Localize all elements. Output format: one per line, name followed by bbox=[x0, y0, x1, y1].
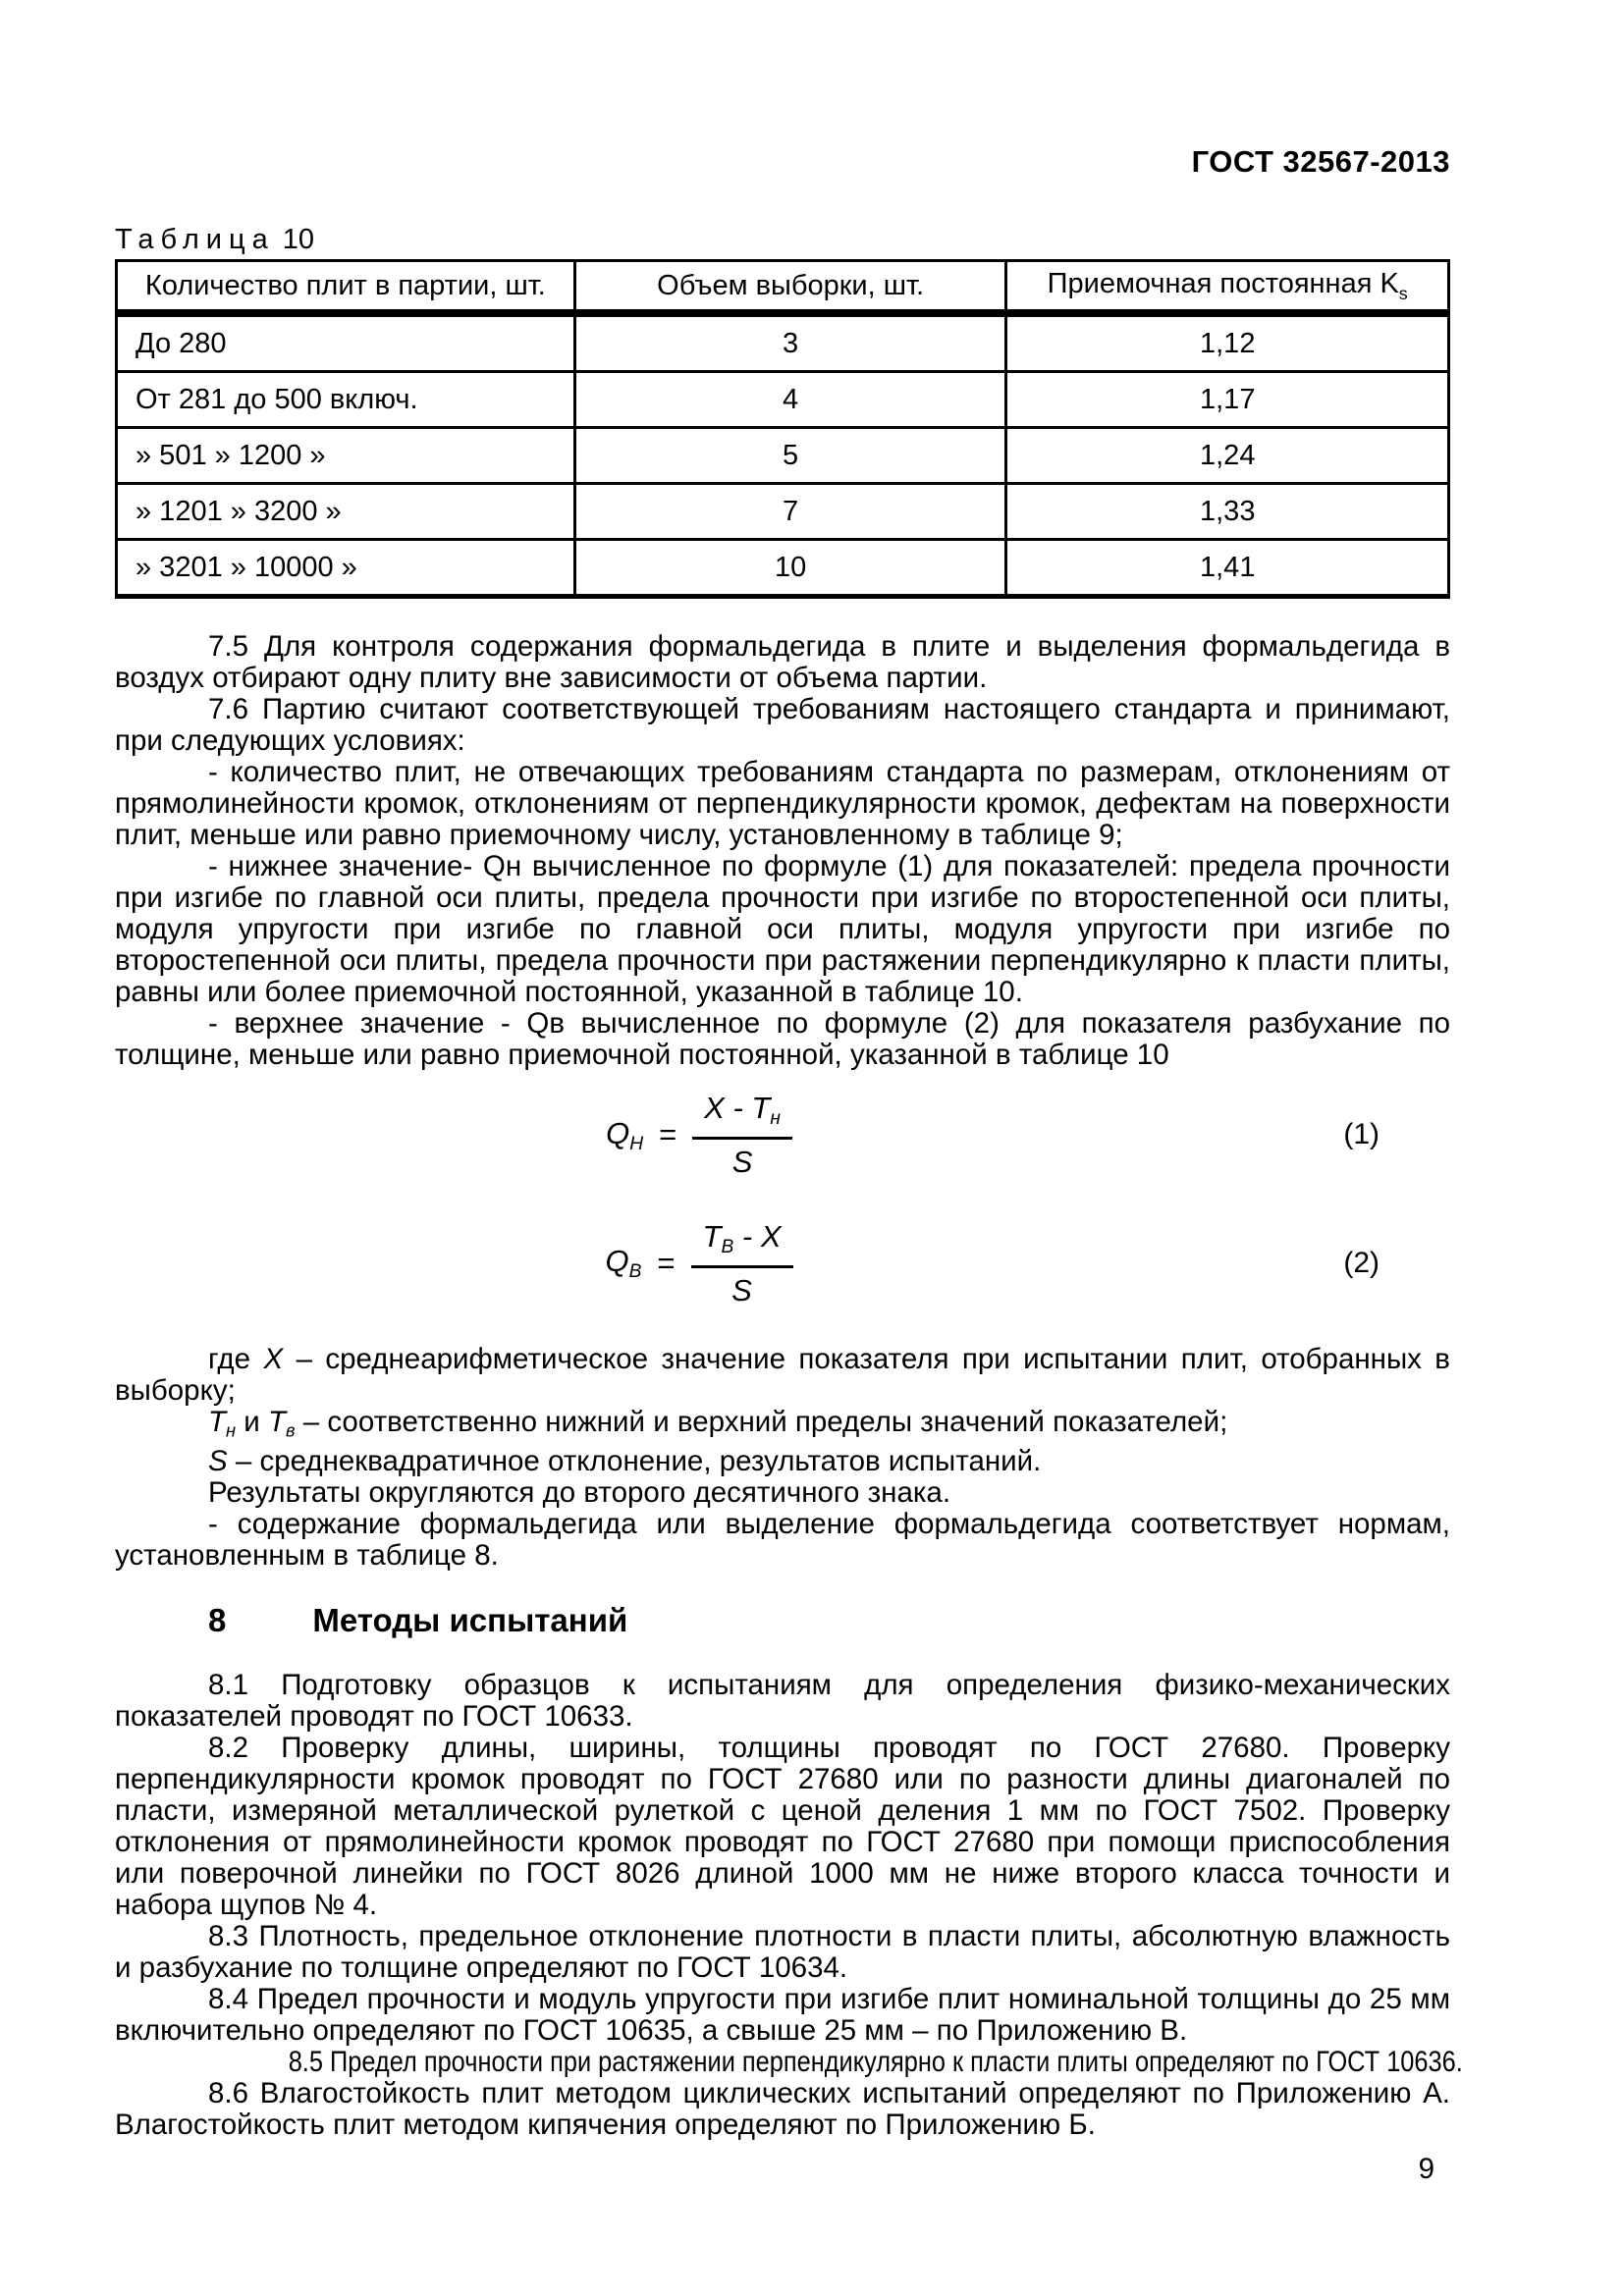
table-row bbox=[117, 428, 1449, 484]
symbol-s: S bbox=[208, 1445, 228, 1478]
formula-1-equals: = bbox=[659, 1117, 677, 1152]
formula-2 bbox=[115, 1219, 1450, 1308]
formula-2-number: (2) bbox=[1343, 1247, 1380, 1280]
table-10-header bbox=[117, 261, 1449, 314]
formula-2-lhs bbox=[605, 1244, 641, 1283]
page-number: 9 bbox=[1418, 2153, 1434, 2186]
formula-2-numerator-subscript: В bbox=[721, 1236, 734, 1257]
cell-acceptance-constant: 1,33 bbox=[1006, 484, 1449, 540]
paragraph-8-5 bbox=[115, 2046, 1463, 2079]
formula-1-numerator-text: X - T bbox=[704, 1091, 771, 1125]
rounding-note: Результаты округляются до второго десятичного знака. bbox=[208, 1476, 951, 1510]
cell-sample-size: 10 bbox=[574, 540, 1006, 597]
paragraph-7-6-bullet-4: - содержание формальдегида или выделение формальдегида соответствует нормам, установленным в таблице 8. bbox=[115, 1508, 1450, 1573]
formula-1-numerator bbox=[692, 1091, 792, 1140]
cell-sample-size: 4 bbox=[574, 372, 1006, 428]
k-subscript: s bbox=[1398, 283, 1408, 303]
section-8-number: 8 bbox=[208, 1602, 227, 1639]
table-caption-word: Таблица bbox=[115, 224, 275, 255]
symbol-t-lower-subscript: н bbox=[226, 1419, 237, 1441]
cell-sample-size: 5 bbox=[574, 428, 1006, 484]
column-header-batch-quantity: Количество плит в партии, шт. bbox=[117, 261, 575, 314]
column-header-acceptance-constant bbox=[1006, 261, 1449, 314]
table-row bbox=[117, 484, 1449, 540]
formula-2-numerator-rest: - X bbox=[733, 1218, 782, 1254]
cell-sample-size: 7 bbox=[574, 484, 1006, 540]
definition-x-text: – среднеарифметическое значение показателя при испытании плит, отобранных в выборку; bbox=[115, 1342, 1450, 1407]
document-page bbox=[115, 0, 1463, 2186]
formula-2-numerator-text: T bbox=[702, 1218, 722, 1254]
symbol-x: X bbox=[263, 1342, 284, 1375]
formula-2-equals: = bbox=[657, 1246, 676, 1281]
doc-code: ГОСТ 32567-2013 bbox=[1191, 144, 1450, 179]
paragraph-8-3: 8.3 Плотность, предельное отклонение плотности в пласти плиты, абсолютную влажность и разбухание по толщине определяют по ГОСТ 10634. bbox=[115, 1920, 1450, 1985]
table-10-body bbox=[117, 313, 1449, 597]
formula-2-numerator bbox=[691, 1219, 793, 1268]
definition-x bbox=[115, 1344, 1450, 1407]
cell-sample-size: 3 bbox=[574, 313, 1006, 372]
cell-batch-range: » 1201 » 3200 » bbox=[117, 484, 575, 540]
where-definitions bbox=[115, 1344, 1450, 1572]
cell-batch-range: До 280 bbox=[117, 313, 575, 372]
column-header-sample-size: Объем выборки, шт. bbox=[574, 261, 1006, 314]
formula-1 bbox=[115, 1091, 1450, 1180]
definition-t-and: и bbox=[236, 1405, 268, 1438]
formula-2-fraction bbox=[691, 1219, 793, 1308]
table-row bbox=[117, 372, 1449, 428]
definition-t bbox=[115, 1407, 1450, 1446]
definition-t-text: – соответственно нижний и верхний пределы значений показателей; bbox=[295, 1405, 1228, 1438]
formula-1-number: (1) bbox=[1343, 1118, 1380, 1151]
definition-s-text: – среднеквадратичное отклонение, результатов испытаний. bbox=[227, 1445, 1042, 1478]
paragraph-7-5: 7.5 Для контроля содержания формальдегида в плите и выделения формальдегида в воздух отбирают одну плиту вне зависимости от объема партии. bbox=[115, 630, 1450, 694]
cell-acceptance-constant: 1,12 bbox=[1006, 313, 1449, 372]
cell-batch-range: От 281 до 500 включ. bbox=[117, 372, 575, 428]
section-8-title: Методы испытаний bbox=[312, 1602, 628, 1639]
formula-1-q: Q bbox=[606, 1115, 630, 1150]
formula-1-expression bbox=[606, 1091, 792, 1180]
table-header-row bbox=[117, 261, 1449, 314]
table-caption-number: 10 bbox=[282, 224, 314, 255]
paragraph-8-6: 8.6 Влагостойкость плит методом циклических испытаний определяют по Приложению А. Влагостойкость плит методом кипячения определяют по Приложению Б. bbox=[115, 2077, 1450, 2142]
where-word: где bbox=[208, 1342, 264, 1375]
symbol-t-upper-subscript: в bbox=[286, 1419, 296, 1441]
table-row bbox=[117, 313, 1449, 372]
formula-2-denominator: S bbox=[731, 1272, 752, 1308]
paragraph-8-1: 8.1 Подготовку образцов к испытаниям для определения физико-механических показателей проводят по ГОСТ 10633. bbox=[115, 1669, 1450, 1734]
formula-1-lhs bbox=[606, 1116, 643, 1155]
section-8-heading bbox=[115, 1601, 1450, 1640]
formula-1-q-subscript: Н bbox=[629, 1133, 644, 1154]
cell-acceptance-constant: 1,17 bbox=[1006, 372, 1449, 428]
formula-1-numerator-subscript: н bbox=[770, 1107, 781, 1129]
paragraph-7-6-bullet-1: - количество плит, не отвечающих требованиям стандарта по размерам, отклонениям от прямолинейности кромок, отклонениям от перпендикулярности кромок, дефектам на поверхности плит, меньше или равно приемочному числу, установленному в таблице 9; bbox=[115, 756, 1450, 851]
cell-batch-range: » 3201 » 10000 » bbox=[117, 540, 575, 597]
column-header-acceptance-constant-text: Приемочная постоянная K bbox=[1047, 267, 1399, 299]
definition-s bbox=[115, 1446, 1450, 1477]
paragraph-8-2: 8.2 Проверку длины, ширины, толщины проводят по ГОСТ 27680. Проверку перпендикулярности кромок проводят по ГОСТ 27680 или по разности длины диагоналей по пласти, измеряной металлической рулеткой с ценой деления 1 мм по ГОСТ 7502. Проверку отклонения от прямолинейности кромок проводят по ГОСТ 27680 при помощи приспособления или поверочной линейки по ГОСТ 8026 длиной 1000 мм не ниже второго класса точности и набора щупов № 4. bbox=[115, 1732, 1450, 1922]
cell-acceptance-constant: 1,24 bbox=[1006, 428, 1449, 484]
table-row bbox=[117, 540, 1449, 597]
cell-acceptance-constant: 1,41 bbox=[1006, 540, 1449, 597]
paragraph-8-5-text: 8.5 Предел прочности при растяжении перпендикулярно к пласти плиты определяют по ГОСТ 10636. bbox=[288, 2046, 1463, 2079]
formula-1-fraction bbox=[692, 1091, 792, 1180]
formula-2-q-subscript: В bbox=[628, 1261, 642, 1283]
formula-2-expression bbox=[605, 1219, 792, 1308]
paragraph-7-6: 7.6 Партию считают соответствующей требованиям настоящего стандарта и принимают, при следующих условиях: bbox=[115, 693, 1450, 757]
formula-1-denominator: S bbox=[731, 1144, 753, 1179]
table-caption bbox=[115, 224, 1450, 255]
symbol-t-upper: Т bbox=[267, 1405, 286, 1438]
cell-batch-range: » 501 » 1200 » bbox=[117, 428, 575, 484]
formula-2-q: Q bbox=[605, 1244, 629, 1279]
symbol-t-lower: Т bbox=[208, 1405, 227, 1438]
paragraph-8-4: 8.4 Предел прочности и модуль упругости при изгибе плит номинальной толщины до 25 мм включительно определяют по ГОСТ 10635, а свыше 25 мм – по Приложению В. bbox=[115, 1983, 1450, 2048]
paragraph-7-6-bullet-2: - нижнее значение- Qн вычисленное по формуле (1) для показателей: предела прочности при изгибе по главной оси плиты, предела прочности при изгибе по второстепенной оси плиты, модуля упругости при изгибе по главной оси плиты, модуля упругости при изгибе по второстепенной оси плиты, предела прочности при растяжении перпендикулярно к пласти плиты, равны или более приемочной постоянной, указанной в таблице 10. bbox=[115, 850, 1450, 1008]
table-10 bbox=[115, 259, 1450, 599]
paragraph-7-6-bullet-3: - верхнее значение - Qв вычисленное по формуле (2) для показателя разбухание по толщине, меньше или равно приемочной постоянной, указанной в таблице 10 bbox=[115, 1007, 1450, 1071]
